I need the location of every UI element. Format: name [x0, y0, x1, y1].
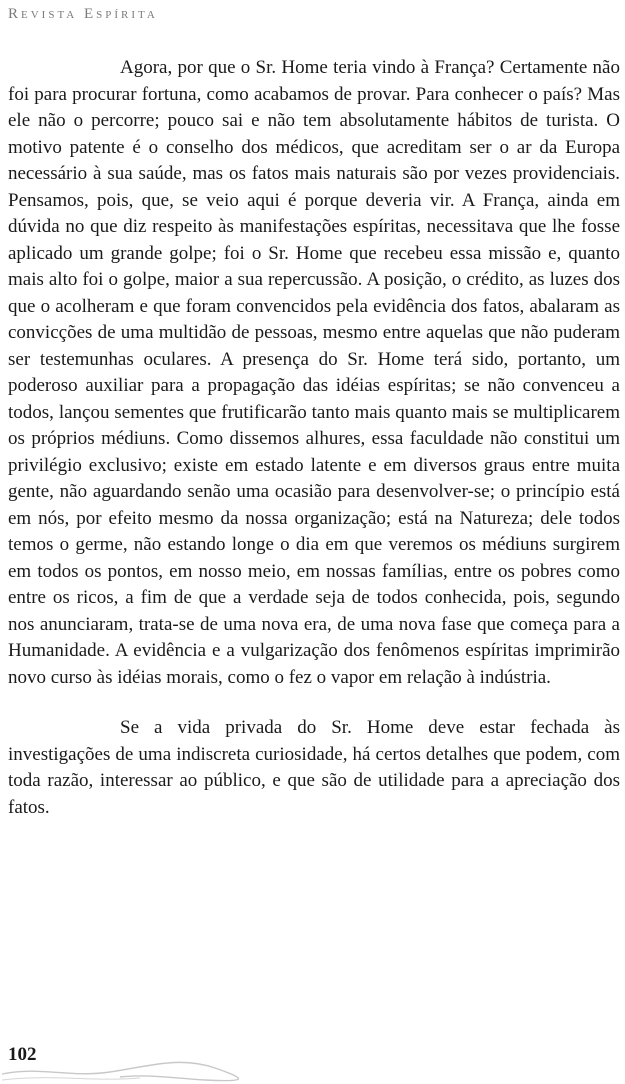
page-footer	[0, 1044, 260, 1084]
paragraph-1: Agora, por que o Sr. Home teria vindo à França? Certamente não foi para procurar fortuna, como acabamos de provar. Para conhecer o país? Mas ele não o percorre; pouco sai e não tem absolutamente hábitos de turista. O motivo patente é o conselho dos médicos, que acreditam ser o ar da Europa necessário à sua saúde, mas os fatos mais naturais são por vezes providenciais. Pensamos, pois, que, se veio aqui é porque deveria vir. A França, ainda em dúvida no que diz respeito às manifestações espíritas, necessitava que lhe fosse aplicado um grande golpe; foi o Sr. Home que recebeu essa missão e, quanto mais alto foi o golpe, maior a sua repercussão. A posição, o crédito, as luzes dos que o acolheram e que foram convencidos pela evidência dos fatos, abalaram as convicções de uma multidão de pessoas, mesmo entre aquelas que não puderam ser testemunhas oculares. A presença do Sr. Home terá sido, portanto, um poderoso auxiliar para a propagação das idéias espíritas; se não convenceu a todos, lançou sementes que frutificarão tanto mais quanto mais se multiplicarem os próprios médiuns. Como dissemos alhures, essa faculdade não constitui um privilégio exclusivo; existe em estado latente e em diversos graus entre muita gente, não aguardando senão uma ocasião para desenvolver-se; o princípio está em nós, por efeito mesmo da nossa organização; está na Natureza; dele todos temos o germe, não estando longe o dia em que veremos os médiuns surgirem em todos os pontos, em nosso meio, em nossas famílias, entre os pobres como entre os ricos, a fim de que a verdade seja de todos conhecida, pois, segundo nos anunciaram, trata-se de uma nova era, de uma nova fase que começa para a Humanidade. A evidência e a vulgarização dos fenômenos espíritas imprimirão novo curso às idéias morais, como o fez o vapor em relação à indústria.	[8, 57, 620, 688]
page-number: 102	[8, 1044, 37, 1065]
running-header: Revista Espírita	[8, 6, 158, 22]
body-text	[8, 55, 620, 821]
paragraph-2: Se a vida privada do Sr. Home deve estar fechada às investigações de uma indiscreta curiosidade, há certos detalhes que podem, com toda razão, interessar ao público, e que são de utilidade para a apreciação dos fatos.	[8, 717, 620, 818]
flourish-ornament-icon	[0, 1044, 260, 1084]
